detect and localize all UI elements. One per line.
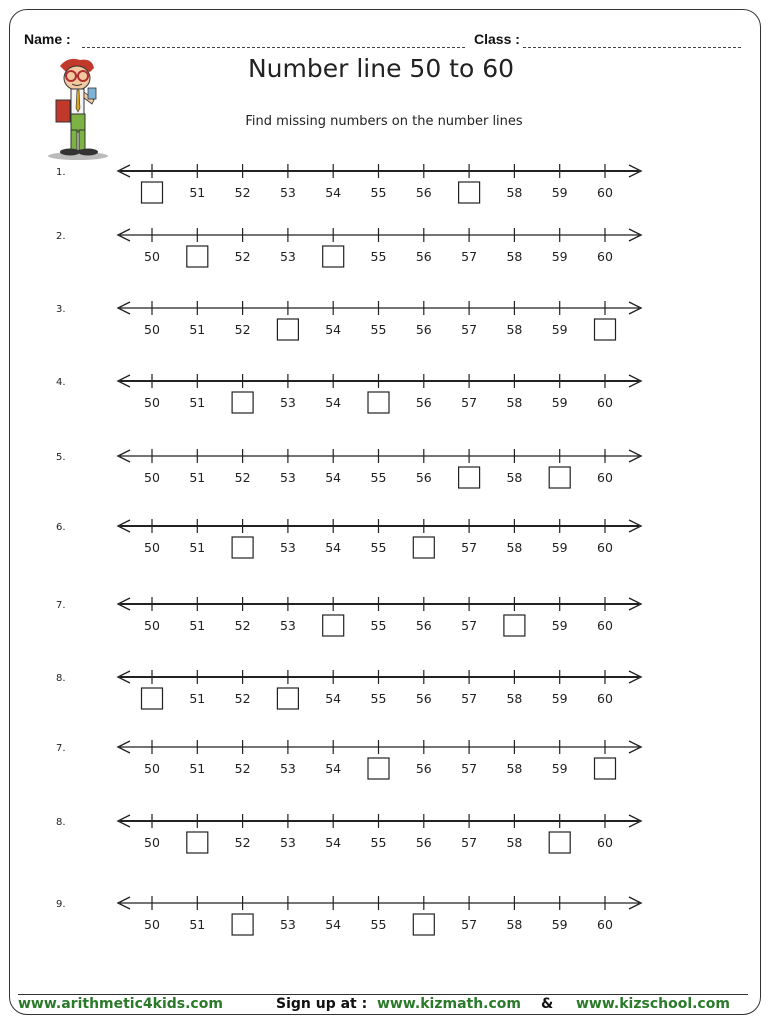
tick-label: 59 [551, 618, 568, 633]
tick-label: 55 [370, 691, 387, 706]
tick-label: 52 [234, 691, 251, 706]
tick-label: 58 [506, 691, 523, 706]
answer-box[interactable] [459, 467, 480, 488]
tick-label: 50 [144, 540, 160, 555]
tick-label: 54 [325, 691, 342, 706]
tick-label: 53 [279, 540, 296, 555]
tick-label: 57 [461, 691, 478, 706]
tick-label: 51 [189, 395, 206, 410]
tick-label: 55 [370, 249, 387, 264]
name-label: Name : [24, 31, 71, 47]
tick-label: 53 [279, 185, 296, 200]
tick-label: 52 [234, 618, 251, 633]
tick-label: 52 [234, 470, 251, 485]
problem-number: 1. [56, 167, 66, 178]
tick-label: 55 [370, 618, 387, 633]
tick-label: 52 [234, 835, 251, 850]
tick-label: 53 [279, 761, 296, 776]
tick-label: 52 [234, 322, 251, 337]
tick-label: 53 [279, 835, 296, 850]
tick-label: 56 [415, 691, 432, 706]
tick-label: 59 [551, 249, 568, 264]
tick-label: 52 [234, 761, 251, 776]
tick-label: 57 [461, 835, 478, 850]
class-label: Class : [474, 31, 520, 47]
tick-label: 59 [551, 917, 568, 932]
tick-label: 55 [370, 540, 387, 555]
tick-label: 51 [189, 691, 206, 706]
tick-label: 59 [551, 691, 568, 706]
tick-label: 60 [597, 540, 613, 555]
tick-label: 58 [506, 835, 523, 850]
page-title-text: Number line 50 to 60 [247, 54, 515, 83]
tick-label: 54 [325, 540, 342, 555]
tick-label: 51 [189, 761, 206, 776]
tick-label: 54 [325, 395, 342, 410]
tick-label: 51 [189, 618, 206, 633]
tick-label: 53 [279, 618, 296, 633]
answer-box[interactable] [187, 246, 208, 267]
tick-label: 53 [279, 917, 296, 932]
tick-label: 57 [461, 249, 478, 264]
tick-label: 58 [506, 761, 523, 776]
tick-label: 57 [461, 618, 478, 633]
problem-number: 3. [56, 304, 66, 315]
footer-signup-label: Sign up at : [276, 996, 368, 1012]
tick-label: 55 [370, 470, 387, 485]
answer-box[interactable] [504, 615, 525, 636]
instructions: Find missing numbers on the number lines [245, 114, 523, 129]
tick-label: 56 [415, 395, 432, 410]
tick-label: 60 [597, 835, 613, 850]
tick-label: 51 [189, 322, 206, 337]
tick-label: 60 [597, 395, 613, 410]
footer-link-kizmath[interactable]: www.kizmath.com [377, 996, 521, 1012]
tick-label: 55 [370, 185, 387, 200]
problem-number: 6. [56, 522, 66, 533]
tick-label: 57 [461, 917, 478, 932]
footer-ampersand: & [541, 996, 554, 1012]
tick-label: 55 [370, 835, 387, 850]
tick-label: 60 [597, 470, 613, 485]
tick-label: 60 [597, 249, 613, 264]
tick-label: 58 [506, 540, 523, 555]
problem-number: 4. [56, 377, 66, 388]
answer-box[interactable] [323, 246, 344, 267]
answer-box[interactable] [323, 615, 344, 636]
tick-label: 56 [415, 618, 432, 633]
answer-box[interactable] [142, 182, 163, 203]
tick-label: 57 [461, 322, 478, 337]
tick-label: 57 [461, 540, 478, 555]
answer-box[interactable] [595, 319, 616, 340]
tick-label: 58 [506, 470, 523, 485]
tick-label: 55 [370, 322, 387, 337]
answer-box[interactable] [459, 182, 480, 203]
tick-label: 53 [279, 470, 296, 485]
answer-box[interactable] [413, 914, 434, 935]
tick-label: 56 [415, 835, 432, 850]
answer-box[interactable] [277, 319, 298, 340]
tick-label: 55 [370, 917, 387, 932]
tick-label: 54 [325, 917, 342, 932]
tick-label: 54 [325, 185, 342, 200]
tick-label: 59 [551, 395, 568, 410]
tick-label: 51 [189, 917, 206, 932]
answer-box[interactable] [549, 467, 570, 488]
answer-box[interactable] [413, 537, 434, 558]
tick-label: 56 [415, 249, 432, 264]
tick-label: 60 [597, 618, 613, 633]
footer-divider [18, 994, 748, 995]
answer-box[interactable] [277, 688, 298, 709]
tick-label: 52 [234, 185, 251, 200]
tick-label: 51 [189, 470, 206, 485]
answer-box[interactable] [368, 392, 389, 413]
tick-label: 50 [144, 761, 160, 776]
problem-number: 7. [56, 743, 66, 754]
tick-label: 54 [325, 761, 342, 776]
problem-number: 7. [56, 600, 66, 611]
tick-label: 60 [597, 917, 613, 932]
tick-label: 59 [551, 185, 568, 200]
answer-box[interactable] [232, 537, 253, 558]
problem-number: 2. [56, 231, 66, 242]
tick-label: 50 [144, 322, 160, 337]
answer-box[interactable] [232, 392, 253, 413]
tick-label: 59 [551, 322, 568, 337]
footer-link-arithmetic4kids[interactable]: www.arithmetic4kids.com [18, 996, 223, 1012]
problem-number: 9. [56, 899, 66, 910]
tick-label: 58 [506, 185, 523, 200]
problem-number: 8. [56, 673, 66, 684]
answer-box[interactable] [368, 758, 389, 779]
answer-box[interactable] [595, 758, 616, 779]
tick-label: 51 [189, 540, 206, 555]
tick-label: 58 [506, 395, 523, 410]
tick-label: 56 [415, 185, 432, 200]
tick-label: 59 [551, 761, 568, 776]
tick-label: 52 [234, 249, 251, 264]
tick-label: 57 [461, 395, 478, 410]
tick-label: 50 [144, 618, 160, 633]
tick-label: 50 [144, 249, 160, 264]
tick-label: 50 [144, 835, 160, 850]
tick-label: 54 [325, 322, 342, 337]
tick-label: 50 [144, 917, 160, 932]
answer-box[interactable] [232, 914, 253, 935]
problem-number: 5. [56, 452, 66, 463]
tick-label: 54 [325, 470, 342, 485]
tick-label: 60 [597, 185, 613, 200]
tick-label: 50 [144, 470, 160, 485]
tick-label: 56 [415, 761, 432, 776]
answer-box[interactable] [142, 688, 163, 709]
tick-label: 56 [415, 322, 432, 337]
tick-label: 57 [461, 761, 478, 776]
tick-label: 58 [506, 917, 523, 932]
tick-label: 50 [144, 395, 160, 410]
tick-label: 54 [325, 835, 342, 850]
answer-box[interactable] [549, 832, 570, 853]
footer-link-kizschool[interactable]: www.kizschool.com [576, 996, 730, 1012]
tick-label: 56 [415, 470, 432, 485]
tick-label: 58 [506, 249, 523, 264]
tick-label: 60 [597, 691, 613, 706]
problem-number: 8. [56, 817, 66, 828]
tick-label: 53 [279, 249, 296, 264]
tick-label: 53 [279, 395, 296, 410]
answer-box[interactable] [187, 832, 208, 853]
tick-label: 59 [551, 540, 568, 555]
tick-label: 58 [506, 322, 523, 337]
tick-label: 51 [189, 185, 206, 200]
